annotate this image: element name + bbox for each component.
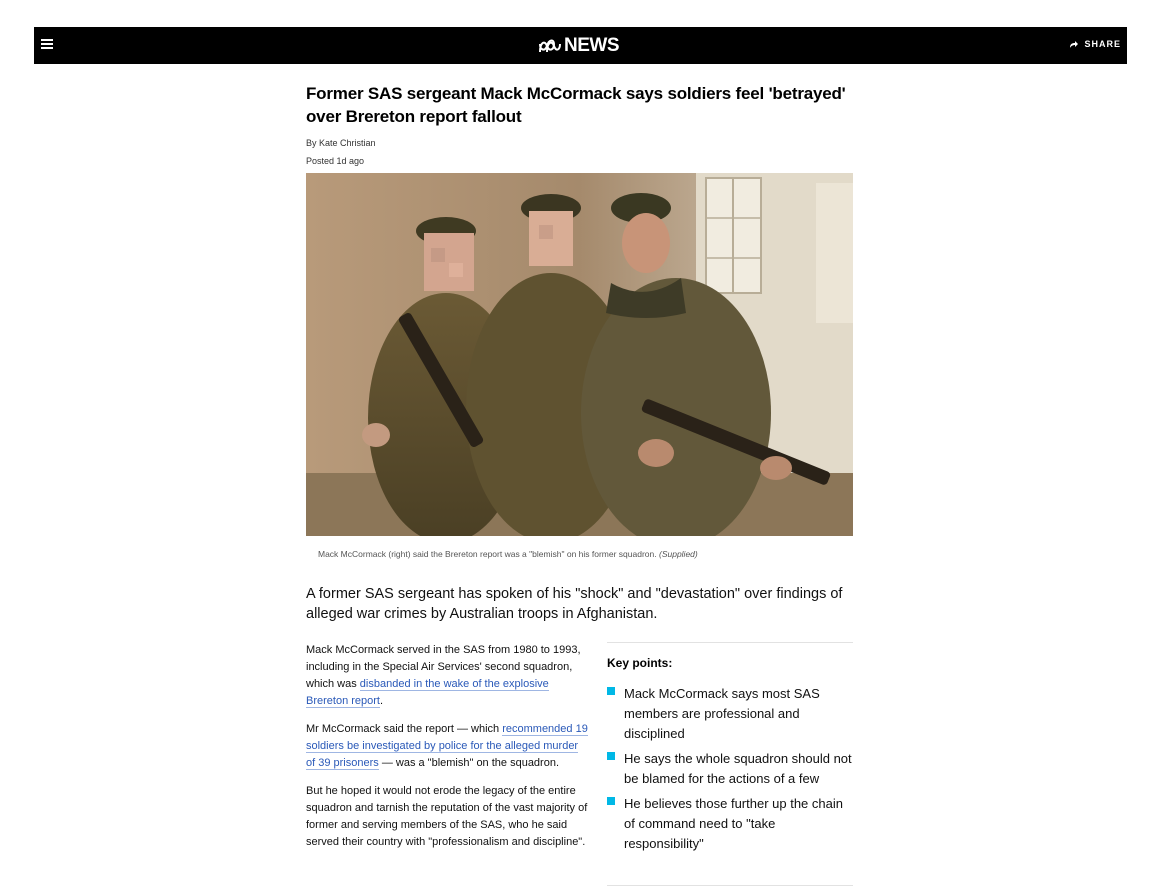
key-point-text: Mack McCormack says most SAS members are professional and disciplined	[624, 686, 820, 741]
key-points-list	[607, 684, 853, 854]
square-bullet-icon	[607, 752, 615, 760]
share-button[interactable]	[1069, 39, 1121, 49]
paragraph-2	[306, 721, 588, 772]
key-point-text: He believes those further up the chain of command need to "take responsibility"	[624, 796, 843, 851]
caption-credit: (Supplied)	[658, 549, 698, 559]
share-label: SHARE	[1084, 39, 1121, 49]
abc-news-logo[interactable]	[539, 35, 619, 57]
disbanded-squadron-link[interactable]: disbanded in the wake of the explosive Brereton report	[306, 678, 549, 707]
article-body	[306, 642, 588, 862]
key-point-item	[607, 794, 853, 854]
paragraph-1-text: Mack McCormack served in the SAS from 1980 to 1993, including in the Special Air Services' second squadron, which was	[306, 644, 581, 690]
article-header	[306, 82, 853, 166]
key-points-box	[607, 642, 853, 886]
article-headline: Former SAS sergeant Mack McCormack says soldiers feel 'betrayed' over Brereton report fallout	[306, 84, 846, 126]
paragraph-1	[306, 642, 588, 710]
square-bullet-icon	[607, 797, 615, 805]
recommended-investigation-link[interactable]: recommended 19 soldiers be investigated by police for the alleged murder of 39 prisoners	[306, 723, 588, 769]
byline-prefix: By	[306, 138, 320, 148]
article-lede: A former SAS sergeant has spoken of his "shock" and "devastation" over findings of alleged war crimes by Australian troops in Afghanistan.	[306, 586, 843, 622]
share-arrow-icon	[1069, 39, 1079, 49]
byline	[306, 138, 853, 148]
paragraph-2-end: — was a "blemish" on the squadron.	[378, 757, 560, 769]
abc-logo-icon	[539, 38, 561, 54]
paragraph-2-start: Mr McCormack said the report — which	[306, 723, 503, 735]
logo-text: NEWS	[564, 35, 619, 56]
posted-time: Posted 1d ago	[306, 156, 365, 166]
photo-caption	[318, 549, 698, 559]
paragraph-1-end: .	[379, 695, 384, 707]
key-point-item	[607, 684, 853, 744]
paragraph-3: But he hoped it would not erode the legacy of the entire squadron and tarnish the reputation of the vast majority of former and serving members of the SAS, who he said served their country with "professionalism and discipline".	[306, 785, 588, 848]
hero-photo	[306, 173, 853, 536]
hamburger-menu-icon[interactable]	[40, 37, 54, 51]
soldiers-photo-illustration	[306, 173, 853, 536]
key-point-item	[607, 749, 853, 789]
caption-text: Mack McCormack (right) said the Brereton report was a "blemish" on his former squadron.	[318, 549, 657, 559]
square-bullet-icon	[607, 687, 615, 695]
author-link[interactable]: Kate Christian	[319, 138, 376, 148]
top-navigation-bar	[34, 27, 1127, 64]
key-points-title: Key points:	[607, 656, 673, 670]
key-point-text: He says the whole squadron should not be blamed for the actions of a few	[624, 751, 852, 786]
